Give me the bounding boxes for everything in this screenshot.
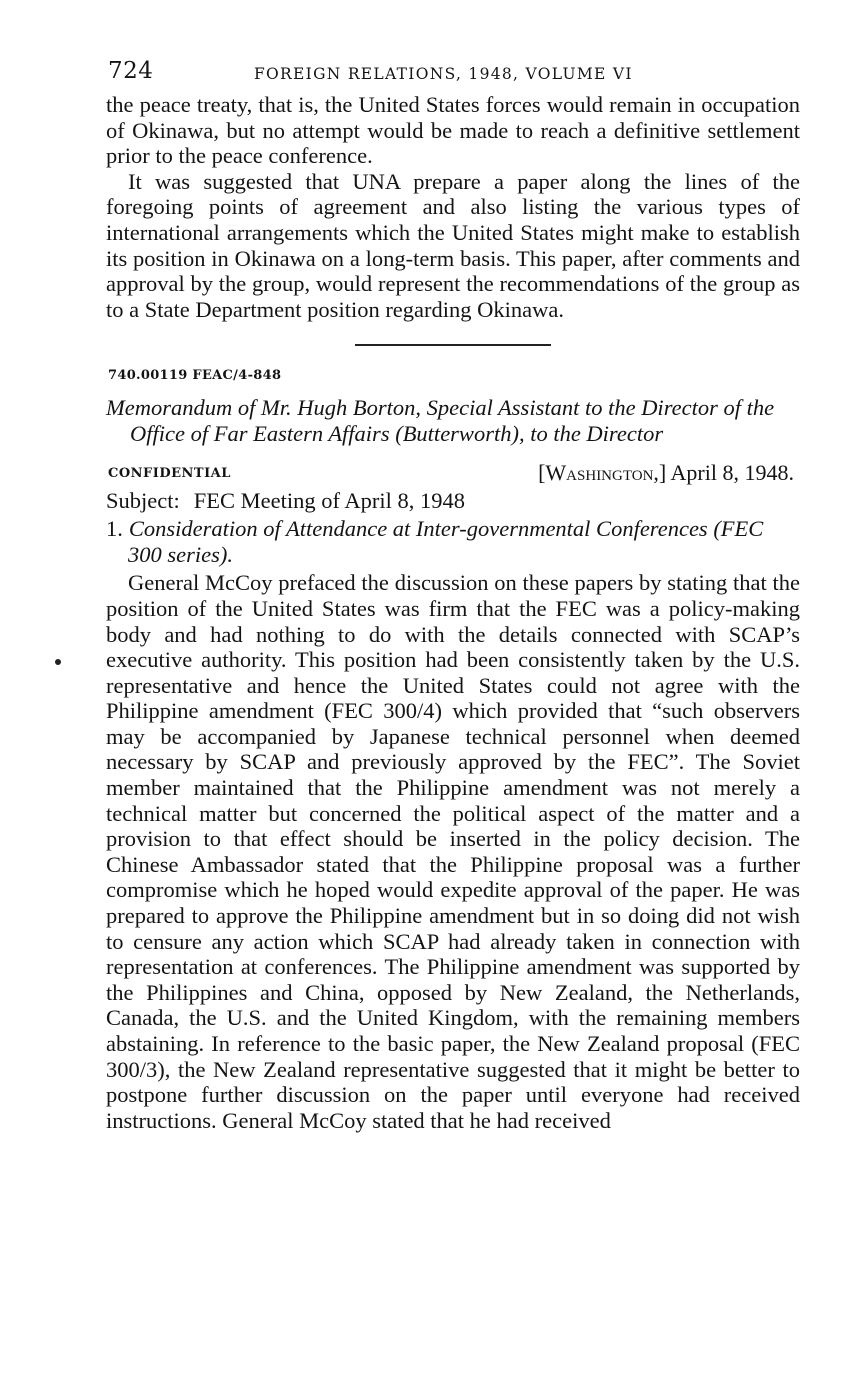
una-paper-paragraph: It was suggested that UNA prepare a paper along the lines of the foregoing points of agreement and also listing the various types of international arrangements which the United States might make to establish its position in Okinawa on a long-term basis. This paper, after comments and approval by the group, would represent the recommendations of the group as to a State Department position regarding Okinawa. bbox=[106, 168, 800, 322]
subject-text: FEC Meeting of April 8, 1948 bbox=[193, 487, 465, 513]
body-paragraph: General McCoy prefaced the discussion on these papers by stating that the position of the United States was firm that the FEC was a policy-making body and had nothing to do with the details connected with SCAP’s executive authority. This position had been consistently taken by the U.S. representative and hence the United States could not agree with the Philippine amendment (FEC 300/4) which provided that “such observers may be accompanied by Japanese technical personnel when deemed necessary by SCAP and previously approved by the FEC”. The Soviet member maintained that the Philippine amendment was not merely a technical matter but concerned the political aspect of the matter and a provision to that effect should be inserted in the policy decision. The Chinese Ambassador stated that the Philippine proposal was a further compromise which he hoped would expedite approval of the paper. He was prepared to approve the Philippine amendment but in so doing did not wish to censure any action which SCAP had already taken in connection with representation at conferences. The Philippine amendment was supported by the Philippines and China, opposed by New Zealand, the Netherlands, Canada, the U.S. and the United Kingdom, with the remaining members abstaining. In reference to the basic paper, the New Zealand proposal (FEC 300/3), the New Zealand representative suggested that it might be better to postpone further discussion on the paper until everyone had received instructions. General McCoy stated that he had received bbox=[106, 570, 800, 1133]
item-title: Consideration of Attendance at Inter-governmental Conferences (FEC 300 series). bbox=[128, 516, 764, 567]
running-head bbox=[106, 52, 800, 92]
item-heading bbox=[106, 516, 800, 567]
document-page bbox=[106, 52, 800, 1133]
item-number: 1. bbox=[106, 516, 123, 542]
dateline-date: April 8, 1948. bbox=[670, 459, 794, 485]
subject-label: Subject: bbox=[106, 487, 180, 513]
classification-dateline bbox=[106, 460, 800, 486]
classification-label: CONFIDENTIAL bbox=[108, 465, 231, 481]
dateline-place: [Washington,] bbox=[538, 459, 667, 485]
file-number: 740.00119 FEAC/4-848 bbox=[108, 368, 282, 384]
dateline bbox=[538, 460, 794, 485]
subject-line bbox=[106, 488, 800, 514]
margin-speck bbox=[55, 659, 61, 665]
running-title: FOREIGN RELATIONS, 1948, VOLUME VI bbox=[254, 65, 633, 83]
page-number: 724 bbox=[108, 58, 154, 84]
section-divider bbox=[355, 344, 551, 346]
document-title: Memorandum of Mr. Hugh Borton, Special Assistant to the Director of the Office of Far Eastern Affairs (Butterworth), to the Director bbox=[106, 395, 775, 446]
continuation-paragraph: the peace treaty, that is, the United States forces would remain in occupation of Okinawa, but no attempt would be made to reach a definitive settlement prior to the peace conference. bbox=[106, 92, 800, 169]
